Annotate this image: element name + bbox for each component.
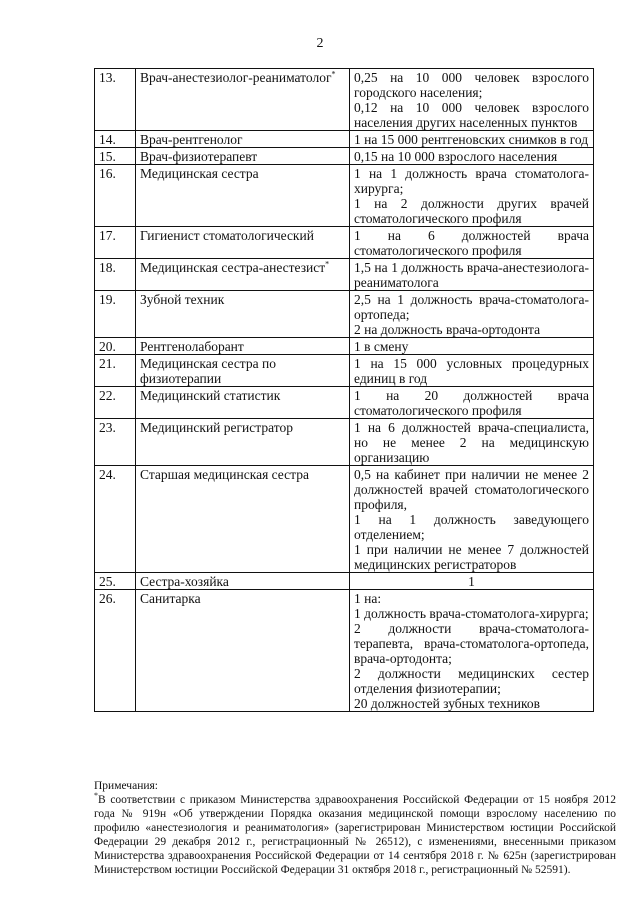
row-number: 17. <box>95 227 136 259</box>
position-name-cell <box>136 387 350 419</box>
staffing-norm-line: 1 на 6 должностей врача стоматологического профиля <box>354 228 589 258</box>
staffing-norm-line: 1 в смену <box>354 339 409 354</box>
staffing-norm-line: 2 должности врача-стоматолога-терапевта, врача-стоматолога-ортопеда, врача-ортодонта; <box>354 621 589 666</box>
staffing-norm-line: 1 на 20 должностей врача стоматологического профиля <box>354 388 589 418</box>
staffing-norm-cell <box>350 69 594 131</box>
staffing-norm-cell <box>350 259 594 291</box>
position-name-cell <box>136 355 350 387</box>
position-name: Рентгенолаборант <box>140 339 244 354</box>
staffing-norm-cell <box>350 131 594 148</box>
staffing-norm-cell <box>350 291 594 338</box>
position-name: Сестра-хозяйка <box>140 574 229 589</box>
footnote-mark: * <box>325 259 330 269</box>
position-name: Медицинский регистратор <box>140 420 293 435</box>
position-name: Зубной техник <box>140 292 225 307</box>
staffing-norm-cell <box>350 419 594 466</box>
position-name: Гигиенист стоматологический <box>140 228 314 243</box>
staffing-norm-line: 1 на 15 000 рентгеновских снимков в год <box>354 132 589 147</box>
row-number: 18. <box>95 259 136 291</box>
footnote-mark: * <box>331 69 336 79</box>
position-name: Медицинский статистик <box>140 388 281 403</box>
footnote-text: В соответствии с приказом Министерства здравоохранения Российской Федерации от 15 ноября 2012 года № 919н «Об утверждении Порядка оказания медицинской помощи взрослому населению по профилю «анестезиология и реаниматология» (зарегистрирован Министерством юстиции Российской Федерации 29 декабря 2012 г., регистрационный № 26512), с изменениями, внесенными приказом Министерства здравоохранения Российской Федерации от 14 сентября 2018 г. № 625н (зарегистрирован Министерством юстиции Российской Федерации 31 октября 2018 г., регистрационный № 52591). <box>94 794 616 876</box>
staffing-norm-cell <box>350 387 594 419</box>
position-name: Врач-рентгенолог <box>140 132 243 147</box>
position-name-cell <box>136 291 350 338</box>
staffing-norm-line: 1 <box>468 574 475 589</box>
staffing-norm-line: 0,15 на 10 000 взрослого населения <box>354 149 558 164</box>
position-name-cell <box>136 466 350 573</box>
footnotes <box>94 779 616 877</box>
staffing-norm-cell <box>350 466 594 573</box>
table-row <box>95 165 594 227</box>
table-row <box>95 387 594 419</box>
position-name: Медицинская сестра-анестезист <box>140 260 326 275</box>
staffing-norm-cell <box>350 165 594 227</box>
staffing-norm-line: 0,12 на 10 000 человек взрослого населения других населенных пунктов <box>354 100 589 130</box>
table-row <box>95 573 594 590</box>
row-number: 16. <box>95 165 136 227</box>
row-number: 22. <box>95 387 136 419</box>
position-name-cell <box>136 227 350 259</box>
position-name-cell <box>136 131 350 148</box>
staffing-norm-line: 1 при наличии не менее 7 должностей медицинских регистраторов <box>354 542 589 572</box>
staffing-norm-line: 20 должностей зубных техников <box>354 696 540 711</box>
footnote-mark: * <box>94 791 98 801</box>
table-row <box>95 259 594 291</box>
position-name-cell <box>136 573 350 590</box>
staffing-norm-cell <box>350 338 594 355</box>
table-row <box>95 227 594 259</box>
staffing-norm-line: 1 на 1 должность заведующего отделением; <box>354 512 589 542</box>
position-name-cell <box>136 69 350 131</box>
table-row <box>95 466 594 573</box>
row-number: 20. <box>95 338 136 355</box>
staffing-norm-line: 1,5 на 1 должность врача-анестезиолога-реаниматолога <box>354 260 589 290</box>
position-name-cell <box>136 338 350 355</box>
row-number: 25. <box>95 573 136 590</box>
staffing-norm-cell <box>350 590 594 712</box>
staffing-norm-line: 2 должности медицинских сестер отделения физиотерапии; <box>354 666 589 696</box>
row-number: 24. <box>95 466 136 573</box>
table-row <box>95 590 594 712</box>
staffing-table-body <box>95 69 594 712</box>
position-name-cell <box>136 590 350 712</box>
staffing-norm-cell <box>350 148 594 165</box>
table-row <box>95 148 594 165</box>
row-number: 14. <box>95 131 136 148</box>
staffing-norm-line: 0,5 на кабинет при наличии не менее 2 должностей врачей стоматологического профиля, <box>354 467 589 512</box>
position-name: Санитарка <box>140 591 201 606</box>
position-name-cell <box>136 419 350 466</box>
row-number: 26. <box>95 590 136 712</box>
staffing-norm-line: 1 на 6 должностей врача-специалиста, но не менее 2 на медицинскую организацию <box>354 420 589 465</box>
staffing-norm-line: 2,5 на 1 должность врача-стоматолога-ортопеда; <box>354 292 589 322</box>
row-number: 23. <box>95 419 136 466</box>
staffing-norm-cell <box>350 227 594 259</box>
table-row <box>95 69 594 131</box>
staffing-norm-line: 1 на 15 000 условных процедурных единиц в год <box>354 356 589 386</box>
position-name: Врач-физиотерапевт <box>140 149 258 164</box>
position-name: Врач-анестезиолог-реаниматолог <box>140 70 332 85</box>
position-name-cell <box>136 165 350 227</box>
row-number: 19. <box>95 291 136 338</box>
position-name: Старшая медицинская сестра <box>140 467 309 482</box>
staffing-norm-line: 1 должность врача-стоматолога-хирурга; <box>354 606 589 621</box>
position-name-cell <box>136 259 350 291</box>
staffing-norm-cell <box>350 573 594 590</box>
row-number: 15. <box>95 148 136 165</box>
position-name: Медицинская сестра <box>140 166 259 181</box>
staffing-norm-cell <box>350 355 594 387</box>
table-row <box>95 419 594 466</box>
position-name-cell <box>136 148 350 165</box>
staffing-norm-line: 0,25 на 10 000 человек взрослого городского населения; <box>354 70 589 100</box>
table-row <box>95 355 594 387</box>
staffing-norm-line: 2 на должность врача-ортодонта <box>354 322 541 337</box>
position-name: Медицинская сестра по физиотерапии <box>140 356 276 386</box>
notes-title: Примечания: <box>94 780 158 792</box>
staffing-norm-line: 1 на 1 должность врача стоматолога-хирурга; <box>354 166 589 196</box>
staffing-norm-line: 1 на: <box>354 591 382 606</box>
staffing-table <box>94 68 594 712</box>
page-number: 2 <box>316 36 324 51</box>
row-number: 13. <box>95 69 136 131</box>
table-row <box>95 291 594 338</box>
row-number: 21. <box>95 355 136 387</box>
table-row <box>95 338 594 355</box>
staffing-norm-line: 1 на 2 должности других врачей стоматологического профиля <box>354 196 589 226</box>
table-row <box>95 131 594 148</box>
